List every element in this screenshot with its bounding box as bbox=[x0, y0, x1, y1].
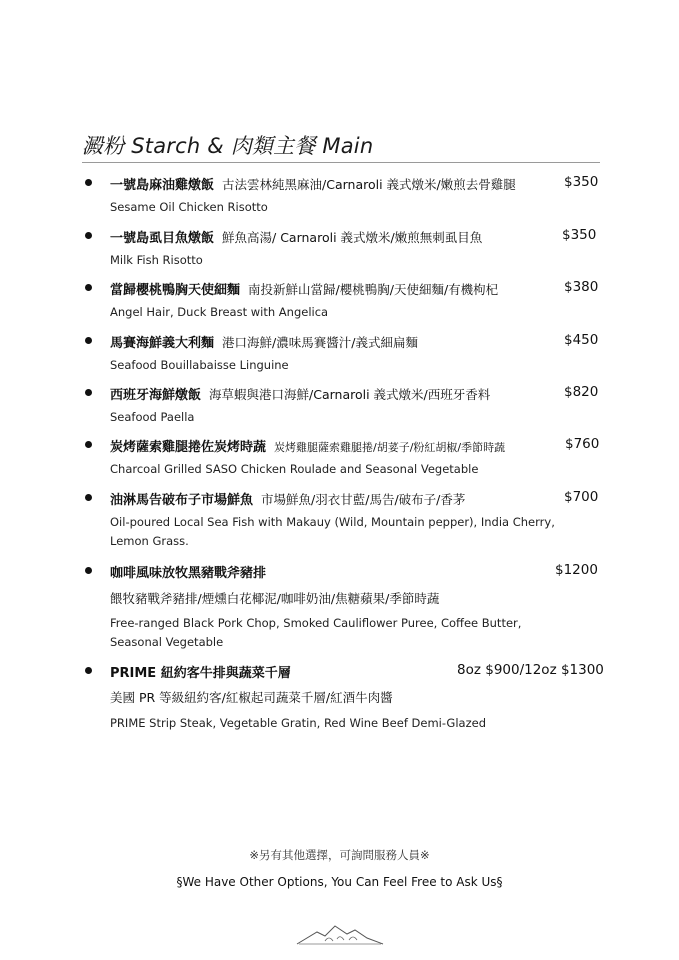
item-name: 油淋馬告破布子市場鮮魚 bbox=[110, 493, 254, 508]
item-price: $350 bbox=[562, 227, 597, 243]
item-price: 8oz $900/12oz $1300 bbox=[457, 662, 604, 678]
item-price: $820 bbox=[564, 384, 599, 400]
item-english-name: Charcoal Grilled SASO Chicken Roulade and Seasonal Vegetable bbox=[110, 462, 479, 476]
item-description: 港口海鮮/濃味馬賽醬汁/義式細扁麵 bbox=[222, 335, 418, 350]
bullet-icon bbox=[85, 389, 92, 396]
section-title: 澱粉 Starch & 肉類主餐 Main bbox=[82, 134, 374, 158]
item-english-name: Free-ranged Black Pork Chop, Smoked Cauliflower Puree, Coffee Butter, Seasonal Vegetable bbox=[110, 616, 522, 649]
bullet-icon bbox=[85, 337, 92, 344]
bullet-icon bbox=[85, 494, 92, 501]
title-divider bbox=[82, 162, 600, 163]
item-english-name: Milk Fish Risotto bbox=[110, 253, 203, 267]
bullet-icon bbox=[85, 284, 92, 291]
item-english-name: Sesame Oil Chicken Risotto bbox=[110, 200, 268, 214]
item-price: $450 bbox=[564, 332, 599, 348]
item-price: $350 bbox=[564, 174, 599, 190]
item-price: $700 bbox=[564, 489, 599, 505]
item-description: 古法雲林純黑麻油/Carnaroli 義式燉米/嫩煎去骨雞腿 bbox=[222, 177, 516, 192]
item-description: 市場鮮魚/羽衣甘藍/馬告/破布子/香茅 bbox=[261, 492, 466, 507]
footer-note-english: §We Have Other Options, You Can Feel Free to Ask Us§ bbox=[176, 875, 503, 889]
item-price: $1200 bbox=[555, 562, 598, 578]
item-name: 一號島虱目魚燉飯 bbox=[110, 231, 215, 246]
bullet-icon bbox=[85, 667, 92, 674]
footer-note-chinese: ※另有其他選擇，可詢問服務人員※ bbox=[249, 848, 430, 862]
item-chinese-description: 美國 PR 等級紐約客/紅椒起司蔬菜千層/紅酒牛肉醬 bbox=[110, 690, 393, 705]
item-english-name: PRIME Strip Steak, Vegetable Gratin, Red Wine Beef Demi-Glazed bbox=[110, 716, 486, 730]
bullet-icon bbox=[85, 232, 92, 239]
item-description: 海草蝦與港口海鮮/Carnaroli 義式燉米/西班牙香料 bbox=[209, 387, 491, 402]
item-name: 馬賽海鮮義大利麵 bbox=[110, 336, 215, 351]
item-name: 咖啡風味放牧黑豬戰斧豬排 bbox=[110, 566, 267, 581]
bullet-icon bbox=[85, 441, 92, 448]
item-name: 當歸櫻桃鴨胸天使細麵 bbox=[110, 283, 241, 298]
restaurant-logo bbox=[295, 922, 385, 946]
item-chinese-description: 餵牧豬戰斧豬排/煙燻白花椰泥/咖啡奶油/焦糖蘋果/季節時蔬 bbox=[110, 591, 440, 606]
item-price: $380 bbox=[564, 279, 599, 295]
item-english-name: Seafood Bouillabaisse Linguine bbox=[110, 358, 289, 372]
bullet-icon bbox=[85, 179, 92, 186]
item-description: 炭烤雞腿薩索雞腿捲/胡荽子/粉紅胡椒/季節時蔬 bbox=[274, 441, 506, 454]
item-english-name: Angel Hair, Duck Breast with Angelica bbox=[110, 305, 329, 319]
item-name: 一號島麻油雞燉飯 bbox=[110, 178, 215, 193]
item-description: 鮮魚高湯/ Carnaroli 義式燉米/嫩煎無刺虱目魚 bbox=[222, 230, 483, 245]
item-english-name: Oil-poured Local Sea Fish with Makauy (Wild, Mountain pepper), India Cherry, Lemon Grass. bbox=[110, 515, 555, 548]
bullet-icon bbox=[85, 567, 92, 574]
item-price: $760 bbox=[565, 436, 600, 452]
item-name: 炭烤薩索雞腿捲佐炭烤時蔬 bbox=[110, 440, 267, 455]
item-name: PRIME 紐約客牛排與蔬菜千層 bbox=[110, 666, 291, 681]
item-description: 南投新鮮山當歸/櫻桃鴨胸/天使細麵/有機枸杞 bbox=[248, 282, 499, 297]
item-name: 西班牙海鮮燉飯 bbox=[110, 388, 202, 403]
item-english-name: Seafood Paella bbox=[110, 410, 195, 424]
